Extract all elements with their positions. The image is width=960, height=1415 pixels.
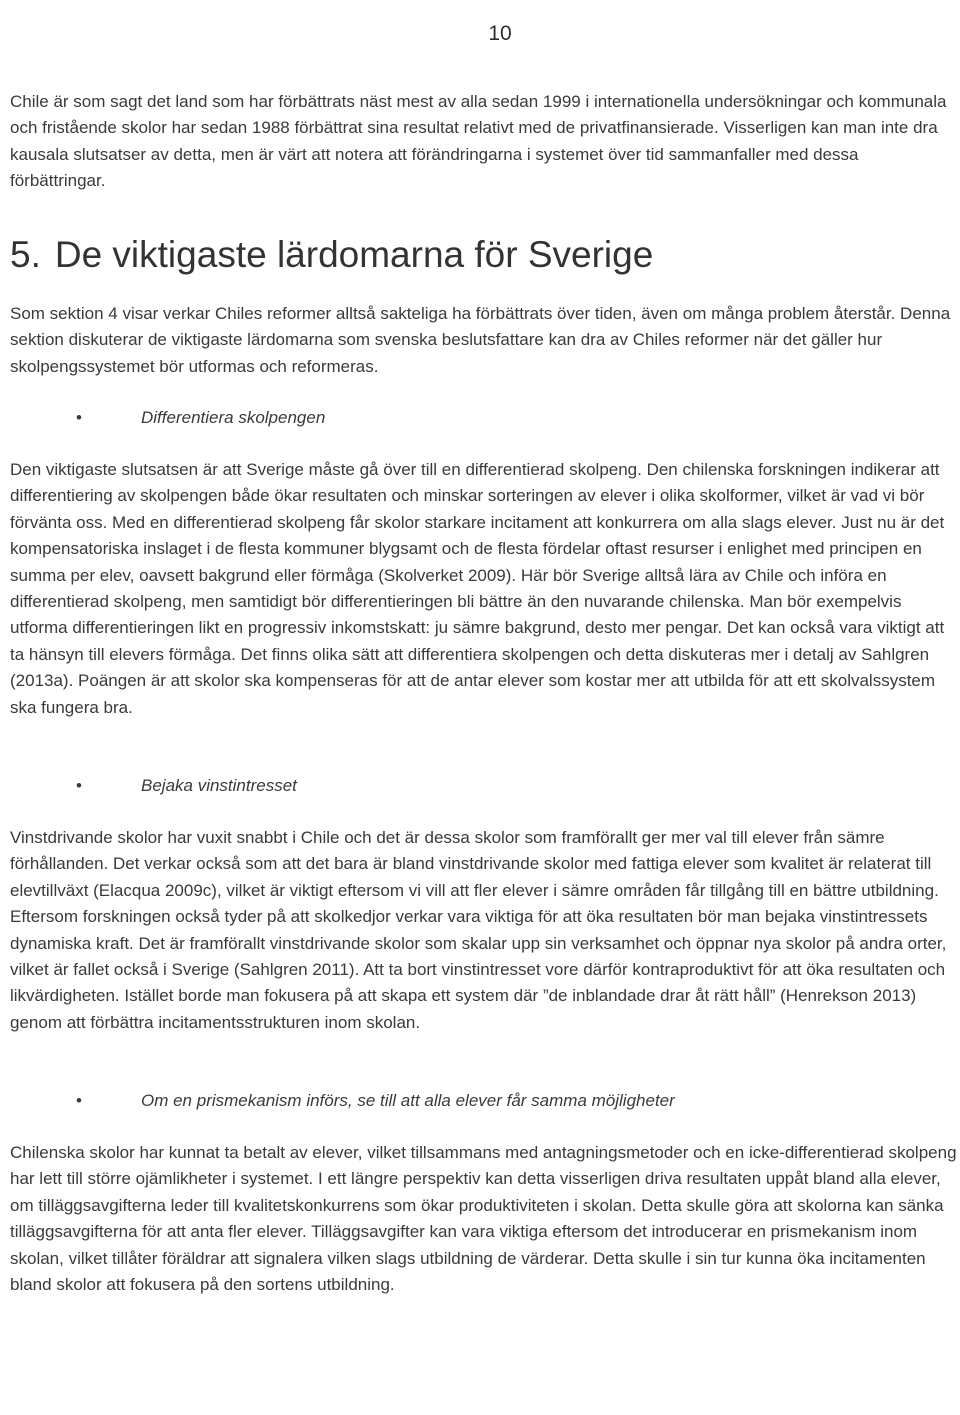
bullet-label: Bejaka vinstintresset: [141, 776, 297, 795]
bullet-paragraph-differentiate: Den viktigaste slutsatsen är att Sverige måste gå över till en differentierad skolpeng. Den chilenska forskningen indikerar att differentiering av skolpengen både ökar resultaten och minskar sorteringen av elever i olika skolformer, vilket är vad vi bör förvänta oss. Med en differentierad skolpeng får skolor starkare incitament att konkurrera om alla slags elever. Just nu är det kompensatoriska inslaget i de flesta kommuner blygsamt och de flesta fördelar oftast resurser i enlighet med principen en summa per elev, oavsett bakgrund eller förmåga (Skolverket 2009). Här bör Sverige alltså lära av Chile och införa en differentierad skolpeng, men samtidigt bör differentieringen bli bättre än den nuvarande chilenska. Man bör exempelvis utforma differentieringen likt en progressiv inkomstskatt: ju sämre bakgrund, desto mer pengar. Det kan också vara viktigt att ta hänsyn till elevers förmåga. Det finns olika sätt att differentiera skolpengen och detta diskuteras mer i detalj av Sahlgren (2013a). Poängen är att skolor ska kompenseras för att de antar elever som kostar mer att utbilda för att ett skolvalssystem ska fungera bra.: [10, 460, 945, 717]
bullet-label: Differentiera skolpengen: [141, 408, 326, 427]
section-intro-paragraph: Som sektion 4 visar verkar Chiles reformer alltså sakteliga ha förbättrats över tiden, även om många problem återstår. Denna sektion diskuterar de viktigaste lärdomarna som svenska beslutsfattare kan dra av Chiles reformer när det gäller hur skolpengssystemet bör utformas och reformeras.: [10, 304, 951, 376]
bullet-paragraph-profit: Vinstdrivande skolor har vuxit snabbt i Chile och det är dessa skolor som framförallt ger mer val till elever från sämre förhållanden. Det verkar också som att det bara är bland vinstdrivande skolor med fattiga elever som kvalitet är relaterat till elevtillväxt (Elacqua 2009c), vilket är viktigt eftersom vi vill att fler elever i sämre områden får tillgång till en bättre utbildning. Eftersom forskningen också tyder på att skolkedjor verkar vara viktiga för att öka resultaten bör man bejaka vinstintressets dynamiska kraft. Det är framförallt vinstdrivande skolor som skalar upp sin verksamhet och öppnar nya skolor på andra orter, vilket är fallet också i Sverige (Sahlgren 2011). Att ta bort vinstintresset vore därför kontraproduktivt för att öka resultaten och likvärdigheten. Istället borde man fokusera på att skapa ett system där ”de inblandade drar åt rätt håll” (Henrekson 2013) genom att förbättra incitamentsstrukturen inom skolan.: [10, 828, 947, 1032]
bullet-marker: •: [76, 1091, 82, 1110]
bullet-paragraph-price-mechanism: Chilenska skolor har kunnat ta betalt av elever, vilket tillsammans med antagningsmetoder och en icke-differentierad skolpeng har lett till större ojämlikheter i systemet. I ett längre perspektiv kan detta visserligen driva resultaten uppåt bland alla elever, om tilläggsavgifterna leder till kvalitetskonkurrens som ökar produktiviteten i skolan. Detta skulle göra att skolorna kan sänka tilläggsavgifterna för att anta fler elever. Tilläggsavgifter kan vara viktiga eftersom det introducerar en prismekanism inom skolan, vilket tillåter föräldrar att signalera vilken slags utbildning de värderar. Detta skulle i sin tur kunna öka incitamenten bland skolor att fokusera på den sortens utbildning.: [10, 1143, 957, 1295]
section-title: De viktigaste lärdomarna för Sverige: [54, 234, 654, 275]
bullet-label: Om en prismekanism införs, se till att alla elever får samma möjligheter: [141, 1091, 675, 1110]
bullet-marker: •: [76, 776, 82, 795]
section-heading: [10, 230, 950, 280]
section-number: 5.: [10, 234, 41, 275]
page-number: 10: [488, 22, 512, 45]
bullet-marker: •: [76, 408, 82, 427]
intro-paragraph: Chile är som sagt det land som har förbättrats näst mest av alla sedan 1999 i internationella undersökningar och kommunala och fristående skolor har sedan 1988 förbättrat sina resultat relativt med de privatfinansierade. Visserligen kan man inte dra kausala slutsatser av detta, men är värt att notera att förändringarna i systemet över tid sammanfaller med dessa förbättringar.: [10, 92, 947, 191]
